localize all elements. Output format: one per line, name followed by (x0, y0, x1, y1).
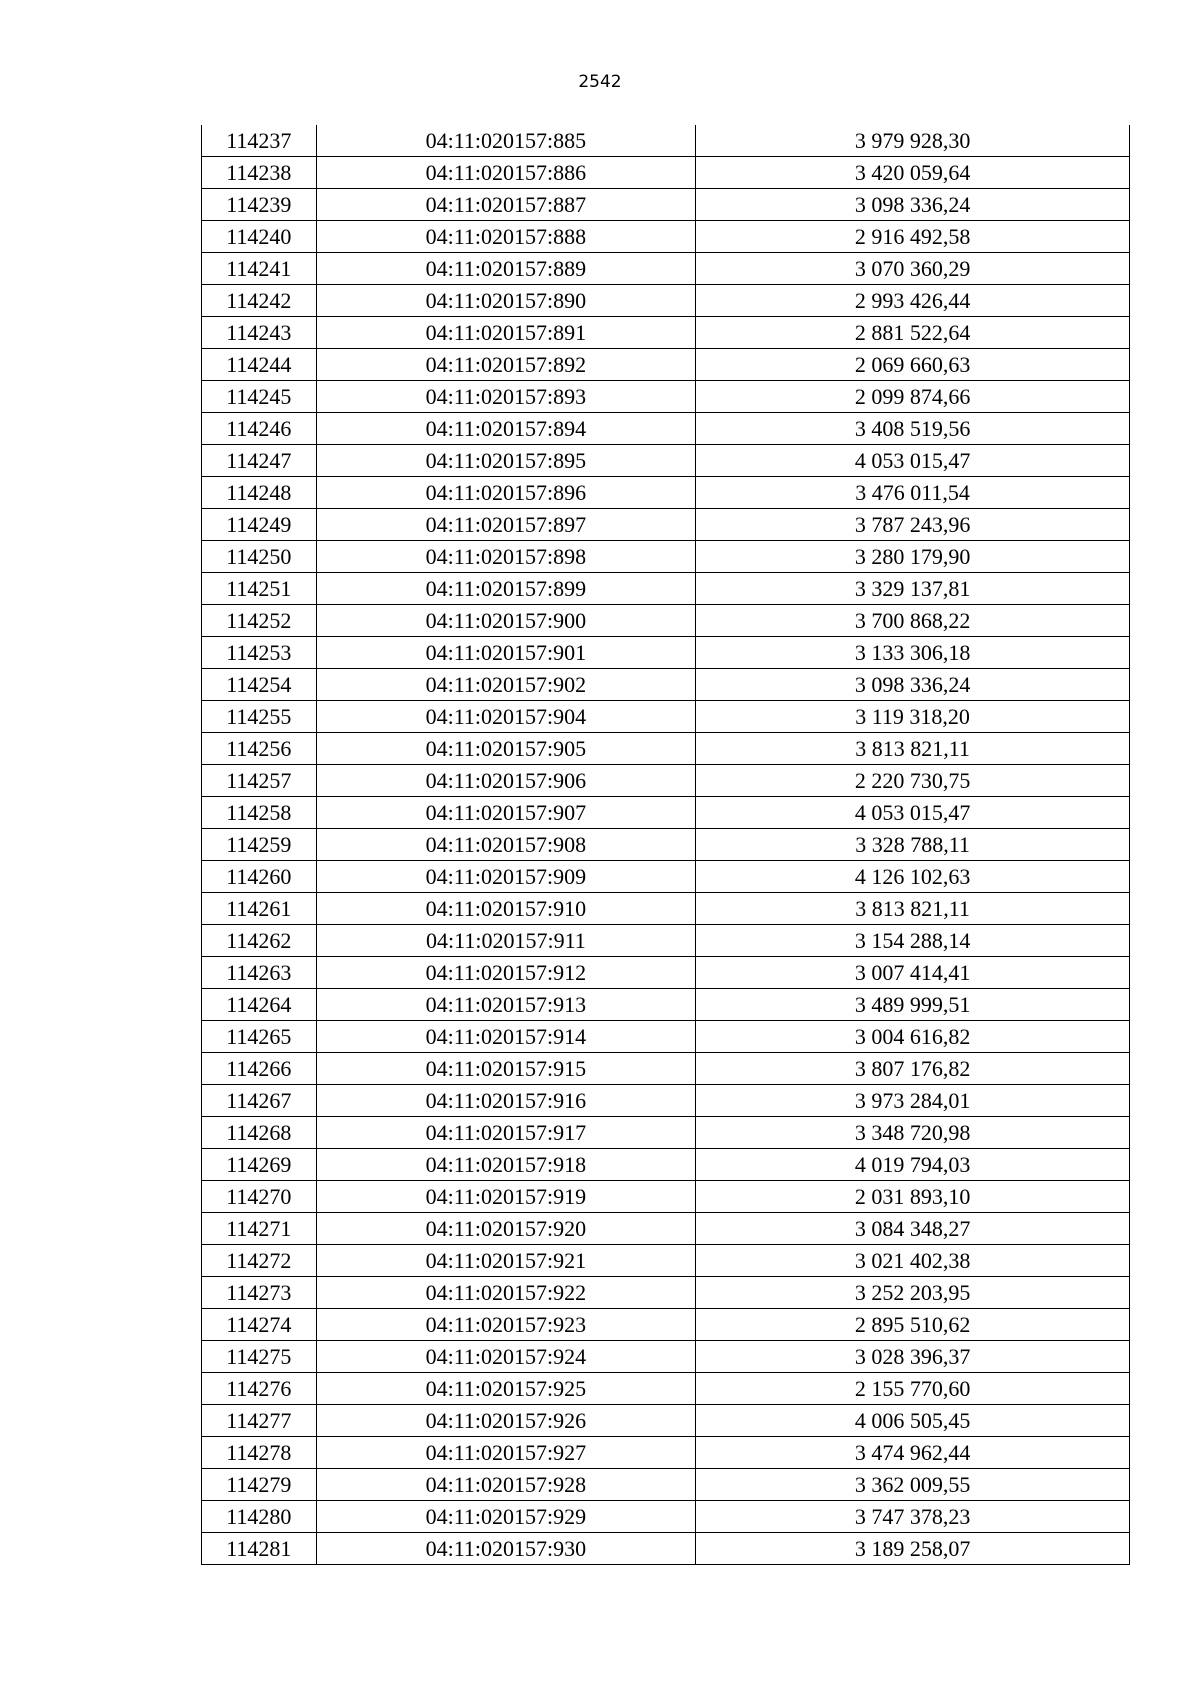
table-row (202, 1213, 1130, 1245)
value-cell: 3 362 009,55 (696, 1469, 1130, 1501)
cadastral-number-cell: 04:11:020157:926 (316, 1405, 696, 1437)
table-row (202, 125, 1130, 157)
row-number-cell: 114280 (202, 1501, 317, 1533)
cadastral-number-cell: 04:11:020157:919 (316, 1181, 696, 1213)
table-row (202, 1437, 1130, 1469)
row-number-cell: 114262 (202, 925, 317, 957)
cadastral-number-cell: 04:11:020157:925 (316, 1373, 696, 1405)
row-number-cell: 114251 (202, 573, 317, 605)
table-row (202, 1501, 1130, 1533)
cadastral-number-cell: 04:11:020157:929 (316, 1501, 696, 1533)
table-row (202, 1533, 1130, 1565)
table-row (202, 605, 1130, 637)
cadastral-number-cell: 04:11:020157:915 (316, 1053, 696, 1085)
cadastral-number-cell: 04:11:020157:924 (316, 1341, 696, 1373)
table-row (202, 797, 1130, 829)
row-number-cell: 114253 (202, 637, 317, 669)
cadastral-number-cell: 04:11:020157:898 (316, 541, 696, 573)
table-row (202, 1085, 1130, 1117)
cadastral-number-cell: 04:11:020157:918 (316, 1149, 696, 1181)
cadastral-number-cell: 04:11:020157:885 (316, 125, 696, 157)
table-row (202, 541, 1130, 573)
cadastral-number-cell: 04:11:020157:917 (316, 1117, 696, 1149)
table-row (202, 1053, 1130, 1085)
value-cell: 3 747 378,23 (696, 1501, 1130, 1533)
cadastral-number-cell: 04:11:020157:892 (316, 349, 696, 381)
table-row (202, 573, 1130, 605)
row-number-cell: 114279 (202, 1469, 317, 1501)
table-row (202, 1405, 1130, 1437)
row-number-cell: 114257 (202, 765, 317, 797)
row-number-cell: 114269 (202, 1149, 317, 1181)
value-cell: 2 881 522,64 (696, 317, 1130, 349)
row-number-cell: 114268 (202, 1117, 317, 1149)
cadastral-number-cell: 04:11:020157:899 (316, 573, 696, 605)
table-row (202, 733, 1130, 765)
cadastral-number-cell: 04:11:020157:896 (316, 477, 696, 509)
value-cell: 2 069 660,63 (696, 349, 1130, 381)
value-cell: 3 070 360,29 (696, 253, 1130, 285)
cadastral-number-cell: 04:11:020157:900 (316, 605, 696, 637)
table-row (202, 1277, 1130, 1309)
value-cell: 3 348 720,98 (696, 1117, 1130, 1149)
row-number-cell: 114264 (202, 989, 317, 1021)
value-cell: 3 028 396,37 (696, 1341, 1130, 1373)
value-cell: 3 979 928,30 (696, 125, 1130, 157)
table-row (202, 1341, 1130, 1373)
table-row (202, 157, 1130, 189)
table-row (202, 221, 1130, 253)
row-number-cell: 114244 (202, 349, 317, 381)
value-cell: 3 973 284,01 (696, 1085, 1130, 1117)
table-row (202, 477, 1130, 509)
cadastral-number-cell: 04:11:020157:923 (316, 1309, 696, 1341)
cadastral-number-cell: 04:11:020157:887 (316, 189, 696, 221)
table-row (202, 1149, 1130, 1181)
value-cell: 4 019 794,03 (696, 1149, 1130, 1181)
table-row (202, 925, 1130, 957)
cadastral-number-cell: 04:11:020157:891 (316, 317, 696, 349)
value-cell: 3 474 962,44 (696, 1437, 1130, 1469)
value-cell: 3 189 258,07 (696, 1533, 1130, 1565)
page-number: 2542 (578, 72, 622, 92)
value-cell: 3 004 616,82 (696, 1021, 1130, 1053)
row-number-cell: 114266 (202, 1053, 317, 1085)
cadastral-number-cell: 04:11:020157:889 (316, 253, 696, 285)
cadastral-number-cell: 04:11:020157:916 (316, 1085, 696, 1117)
row-number-cell: 114267 (202, 1085, 317, 1117)
row-number-cell: 114250 (202, 541, 317, 573)
table-row (202, 1117, 1130, 1149)
value-cell: 3 420 059,64 (696, 157, 1130, 189)
table-row (202, 637, 1130, 669)
table-row (202, 669, 1130, 701)
row-number-cell: 114254 (202, 669, 317, 701)
table-row (202, 1181, 1130, 1213)
cadastral-number-cell: 04:11:020157:910 (316, 893, 696, 925)
table-row (202, 701, 1130, 733)
row-number-cell: 114242 (202, 285, 317, 317)
table-row (202, 381, 1130, 413)
table-row (202, 285, 1130, 317)
row-number-cell: 114272 (202, 1245, 317, 1277)
row-number-cell: 114273 (202, 1277, 317, 1309)
row-number-cell: 114252 (202, 605, 317, 637)
cadastral-number-cell: 04:11:020157:922 (316, 1277, 696, 1309)
data-table (201, 125, 1130, 1565)
cadastral-number-cell: 04:11:020157:909 (316, 861, 696, 893)
cadastral-number-cell: 04:11:020157:920 (316, 1213, 696, 1245)
cadastral-number-cell: 04:11:020157:895 (316, 445, 696, 477)
row-number-cell: 114240 (202, 221, 317, 253)
row-number-cell: 114276 (202, 1373, 317, 1405)
value-cell: 3 252 203,95 (696, 1277, 1130, 1309)
row-number-cell: 114263 (202, 957, 317, 989)
value-cell: 4 053 015,47 (696, 797, 1130, 829)
value-cell: 3 408 519,56 (696, 413, 1130, 445)
row-number-cell: 114261 (202, 893, 317, 925)
row-number-cell: 114249 (202, 509, 317, 541)
cadastral-number-cell: 04:11:020157:886 (316, 157, 696, 189)
row-number-cell: 114238 (202, 157, 317, 189)
cadastral-number-cell: 04:11:020157:893 (316, 381, 696, 413)
row-number-cell: 114237 (202, 125, 317, 157)
value-cell: 4 053 015,47 (696, 445, 1130, 477)
value-cell: 3 119 318,20 (696, 701, 1130, 733)
value-cell: 3 007 414,41 (696, 957, 1130, 989)
table-row (202, 765, 1130, 797)
row-number-cell: 114281 (202, 1533, 317, 1565)
cadastral-number-cell: 04:11:020157:890 (316, 285, 696, 317)
value-cell: 3 700 868,22 (696, 605, 1130, 637)
value-cell: 3 098 336,24 (696, 189, 1130, 221)
cadastral-number-cell: 04:11:020157:901 (316, 637, 696, 669)
table-row (202, 413, 1130, 445)
value-cell: 3 476 011,54 (696, 477, 1130, 509)
value-cell: 3 280 179,90 (696, 541, 1130, 573)
row-number-cell: 114255 (202, 701, 317, 733)
table-row (202, 1469, 1130, 1501)
cadastral-number-cell: 04:11:020157:907 (316, 797, 696, 829)
value-cell: 3 154 288,14 (696, 925, 1130, 957)
row-number-cell: 114247 (202, 445, 317, 477)
value-cell: 3 084 348,27 (696, 1213, 1130, 1245)
row-number-cell: 114271 (202, 1213, 317, 1245)
table-row (202, 861, 1130, 893)
cadastral-number-cell: 04:11:020157:914 (316, 1021, 696, 1053)
row-number-cell: 114274 (202, 1309, 317, 1341)
table-row (202, 829, 1130, 861)
row-number-cell: 114241 (202, 253, 317, 285)
table-body (202, 125, 1130, 1565)
row-number-cell: 114260 (202, 861, 317, 893)
cadastral-number-cell: 04:11:020157:913 (316, 989, 696, 1021)
value-cell: 3 021 402,38 (696, 1245, 1130, 1277)
value-cell: 4 006 505,45 (696, 1405, 1130, 1437)
cadastral-number-cell: 04:11:020157:902 (316, 669, 696, 701)
table-row (202, 349, 1130, 381)
cadastral-number-cell: 04:11:020157:906 (316, 765, 696, 797)
row-number-cell: 114259 (202, 829, 317, 861)
table-row (202, 509, 1130, 541)
value-cell: 2 916 492,58 (696, 221, 1130, 253)
cadastral-number-cell: 04:11:020157:921 (316, 1245, 696, 1277)
table-row (202, 445, 1130, 477)
row-number-cell: 114239 (202, 189, 317, 221)
table-row (202, 253, 1130, 285)
value-cell: 2 895 510,62 (696, 1309, 1130, 1341)
value-cell: 3 813 821,11 (696, 893, 1130, 925)
table-row (202, 893, 1130, 925)
cadastral-number-cell: 04:11:020157:904 (316, 701, 696, 733)
row-number-cell: 114245 (202, 381, 317, 413)
value-cell: 2 099 874,66 (696, 381, 1130, 413)
value-cell: 3 813 821,11 (696, 733, 1130, 765)
table-row (202, 957, 1130, 989)
value-cell: 4 126 102,63 (696, 861, 1130, 893)
value-cell: 3 489 999,51 (696, 989, 1130, 1021)
value-cell: 3 787 243,96 (696, 509, 1130, 541)
row-number-cell: 114246 (202, 413, 317, 445)
row-number-cell: 114243 (202, 317, 317, 349)
cadastral-number-cell: 04:11:020157:894 (316, 413, 696, 445)
row-number-cell: 114277 (202, 1405, 317, 1437)
value-cell: 3 133 306,18 (696, 637, 1130, 669)
cadastral-number-cell: 04:11:020157:927 (316, 1437, 696, 1469)
row-number-cell: 114265 (202, 1021, 317, 1053)
row-number-cell: 114258 (202, 797, 317, 829)
cadastral-number-cell: 04:11:020157:930 (316, 1533, 696, 1565)
value-cell: 3 098 336,24 (696, 669, 1130, 701)
table-row (202, 1309, 1130, 1341)
value-cell: 2 031 893,10 (696, 1181, 1130, 1213)
row-number-cell: 114275 (202, 1341, 317, 1373)
table-row (202, 189, 1130, 221)
table-row (202, 1245, 1130, 1277)
cadastral-number-cell: 04:11:020157:888 (316, 221, 696, 253)
value-cell: 2 220 730,75 (696, 765, 1130, 797)
cadastral-number-cell: 04:11:020157:911 (316, 925, 696, 957)
cadastral-number-cell: 04:11:020157:905 (316, 733, 696, 765)
value-cell: 3 328 788,11 (696, 829, 1130, 861)
cadastral-number-cell: 04:11:020157:928 (316, 1469, 696, 1501)
row-number-cell: 114278 (202, 1437, 317, 1469)
row-number-cell: 114270 (202, 1181, 317, 1213)
cadastral-number-cell: 04:11:020157:912 (316, 957, 696, 989)
value-cell: 3 807 176,82 (696, 1053, 1130, 1085)
value-cell: 3 329 137,81 (696, 573, 1130, 605)
table-row (202, 1373, 1130, 1405)
row-number-cell: 114248 (202, 477, 317, 509)
value-cell: 2 155 770,60 (696, 1373, 1130, 1405)
cadastral-number-cell: 04:11:020157:897 (316, 509, 696, 541)
cadastral-number-cell: 04:11:020157:908 (316, 829, 696, 861)
value-cell: 2 993 426,44 (696, 285, 1130, 317)
row-number-cell: 114256 (202, 733, 317, 765)
table-row (202, 317, 1130, 349)
table-row (202, 989, 1130, 1021)
table-row (202, 1021, 1130, 1053)
